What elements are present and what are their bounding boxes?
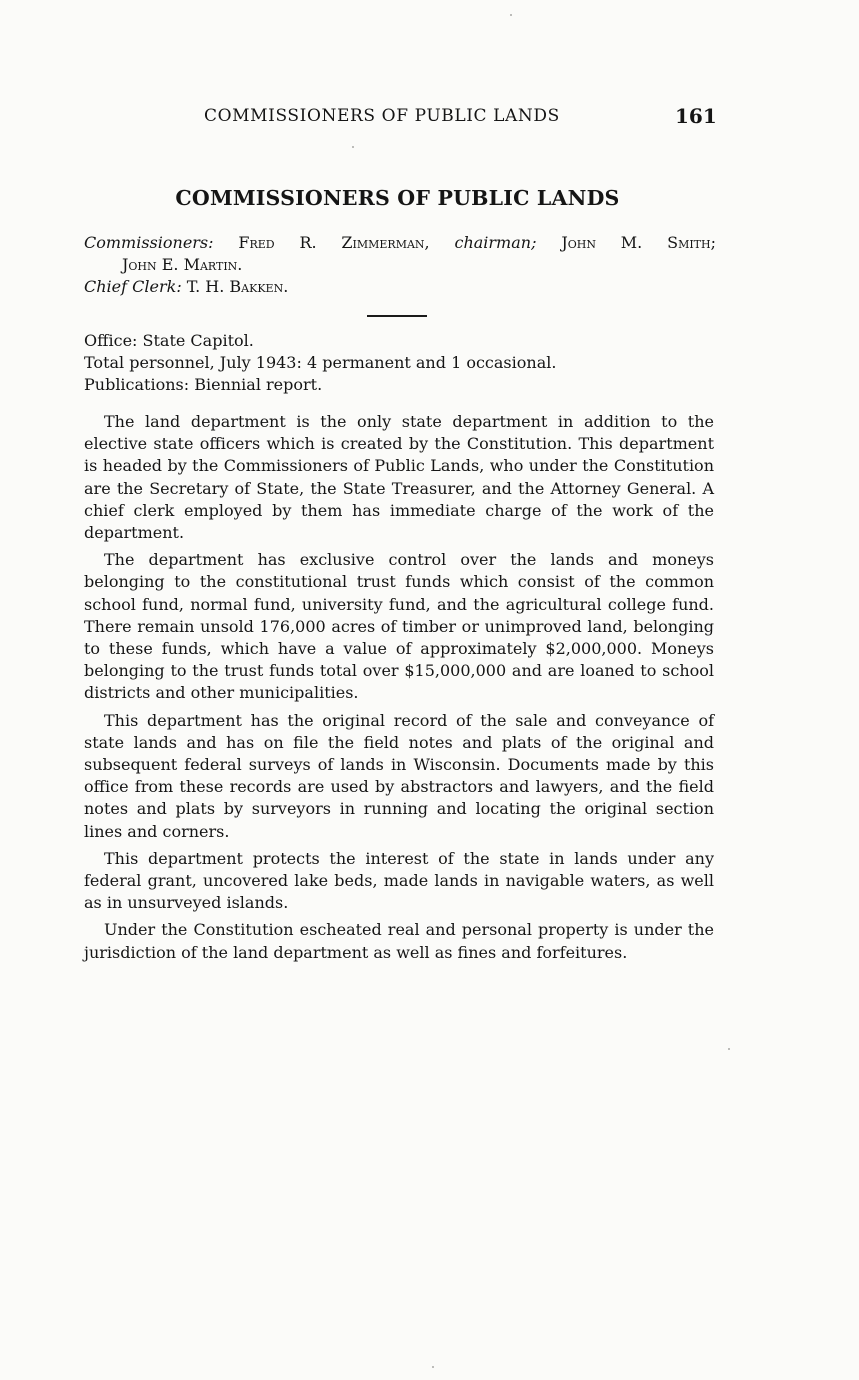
chief-clerk-name: T. H. Bakken. [186,277,289,296]
paragraph: This department protects the interest of the state in lands under any federal grant, uncovered lake beds, made lands in navigable waters, as well as in unsurveyed islands. [84,848,714,913]
scan-speck [510,14,512,16]
publications-line: Publications: Biennial report. [84,375,323,394]
paragraph: The department has exclusive control over the lands and moneys belonging to the constitutional trust funds which consist of the common school fund, normal fund, university fund, and the agricultural college fund. There remain unsold 176,000 acres of timber or unimproved land, belonging to these funds, which have a value of approximately $2,000,000. Moneys belonging to the trust funds total over $15,000,000 and are loaned to school districts and other municipalities. [84,550,714,703]
running-head [0,106,859,130]
scan-speck [432,1366,434,1368]
section-divider [367,315,427,317]
commissioner-role: chairman; [454,233,537,252]
body-text [84,411,714,969]
commissioners-label: Commissioners: [84,233,214,252]
page-title: COMMISSIONERS OF PUBLIC LANDS [175,186,620,210]
paragraph: The land department is the only state department in addition to the elective state officers which is created by the Constitution. This department is headed by the Commissioners of Public Lands, who under the Constitution are the Secretary of State, the State Treasurer, and the Attorney General. A chief clerk employed by them has immediate charge of the work of the department. [84,412,714,543]
officers-block [84,232,716,298]
running-title: COMMISSIONERS OF PUBLIC LANDS [204,106,560,126]
commissioners-line [84,232,716,254]
personnel-line: Total personnel, July 1943: 4 permanent and 1 occasional. [84,353,557,372]
commissioner-name: Fred R. Zimmerman, [238,233,430,252]
facts-block [84,330,716,396]
chief-clerk-label: Chief Clerk: [84,277,182,296]
paragraph: This department has the original record of the sale and conveyance of state lands and has on file the field notes and plats of the original and subsequent federal surveys of lands in Wisconsin. Documents made by this office from these records are used by abstractors and lawyers, and the field notes and plats by surveyors in running and locating the original section lines and corners. [84,710,714,841]
scan-speck [728,1048,730,1050]
office-line: Office: State Capitol. [84,331,254,350]
page-number: 161 [675,104,717,128]
paragraph: Under the Constitution escheated real and personal property is under the jurisdiction of the land department as well as fines and forfeitures. [84,920,714,962]
commissioner-name: John E. Martin. [122,255,243,274]
commissioner-name: John M. Smith; [561,233,716,252]
chief-clerk-line [84,276,716,298]
scan-speck [352,146,354,148]
commissioners-continuation [84,254,716,276]
